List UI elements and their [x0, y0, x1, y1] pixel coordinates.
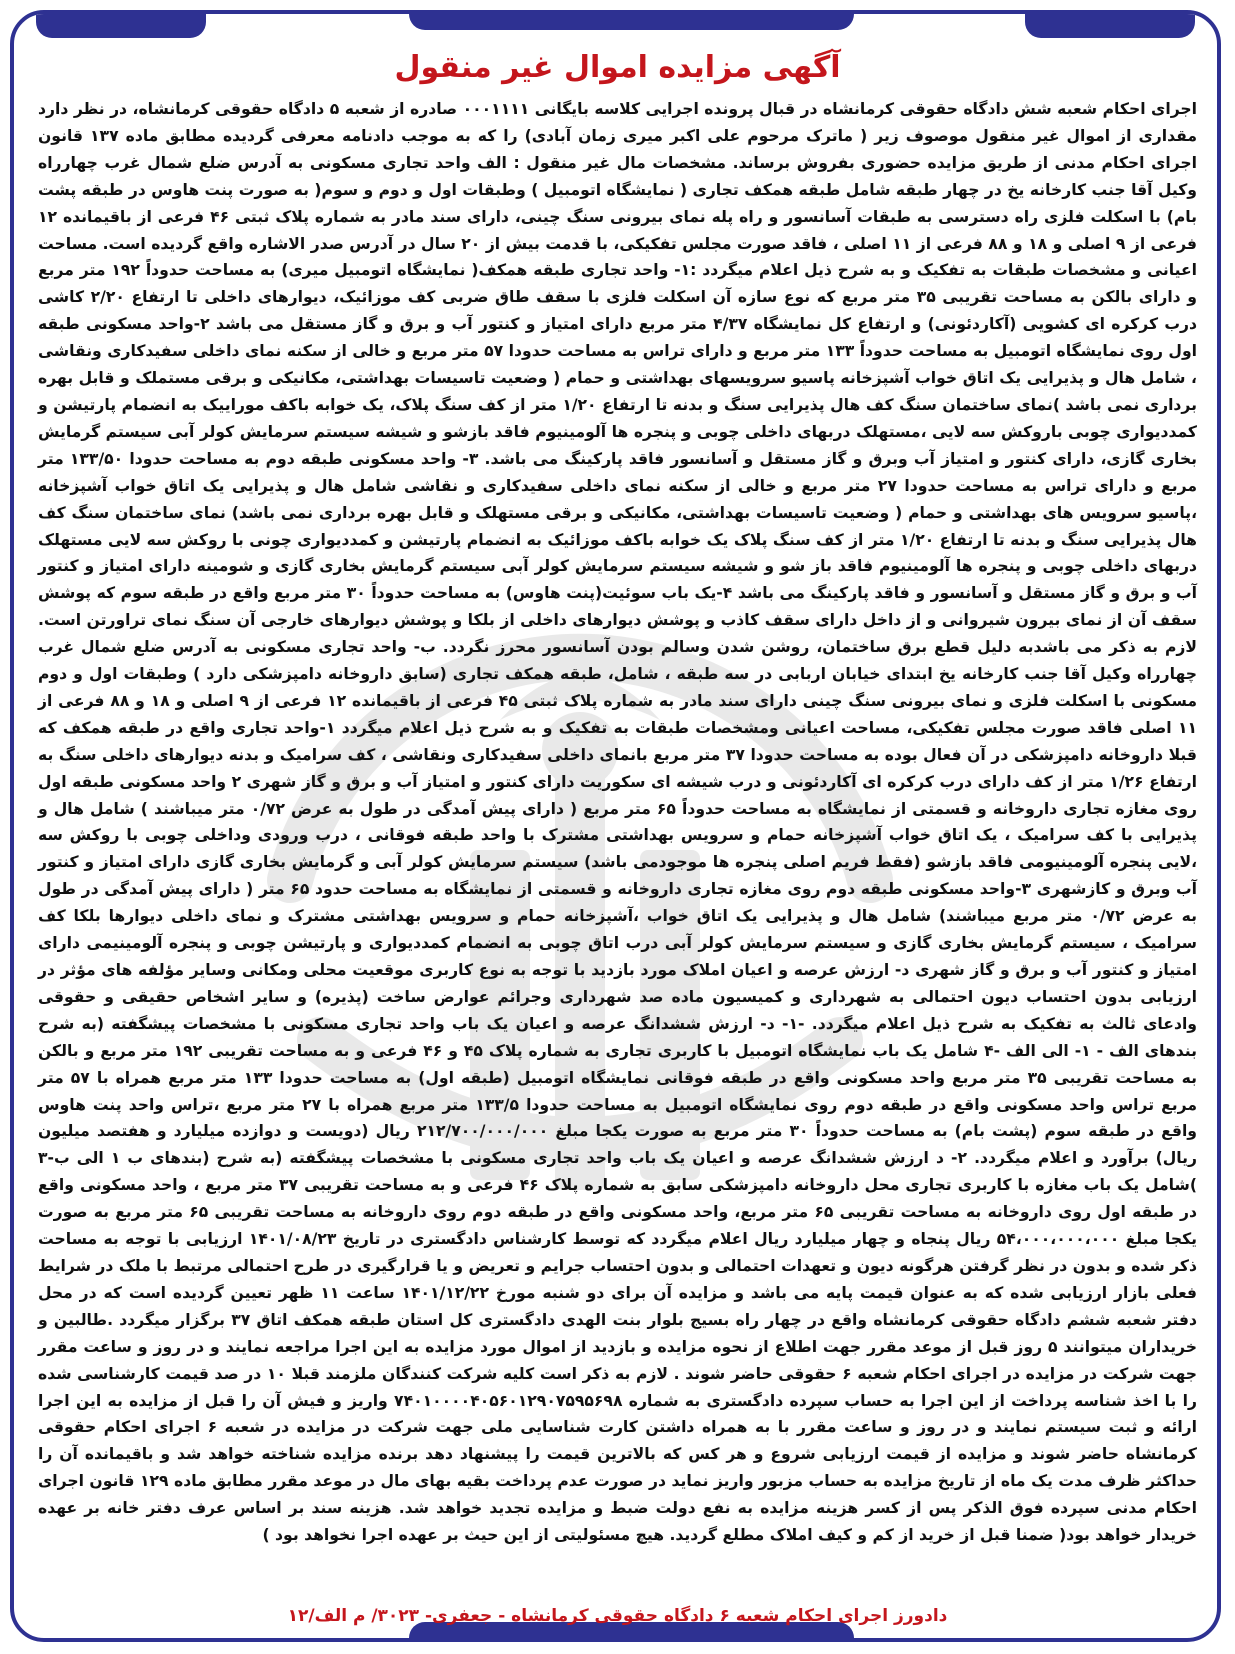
frame-right-tab — [1025, 14, 1195, 38]
frame-top-tab — [409, 14, 854, 30]
notice-body-paragraph: اجرای احکام شعبه شش دادگاه حقوقی کرمانشاه در قبال پرونده اجرایی کلاسه بایگانی ۰۰۰۱۱۱۱ صادره از شعبه ۵ دادگاه حقوقی کرمانشاه، در نظر دارد مقداری از اموال غیر منقول موصوف زیر ( ماترک مرحوم علی اکبر میری زمان آبادی) را که به موجب دادنامه معرفی گردیده مطابق ماده ۱۳۷ قانون اجرای احکام مدنی از طریق مزایده حضوری بفروش برساند. مشخصات مال غیر منقول : الف واحد تجاری مسکونی به آدرس ضلع شمال غرب چهارراه وکیل آقا جنب کارخانه یخ در چهار طبقه شامل طبقه همکف تجاری ( نمایشگاه اتومبیل ) وطبقات اول و دوم و سوم( به صورت پنت هاوس در طبقه پشت بام) با اسکلت فلزی راه دسترسی به طبقات آسانسور و راه پله نمای بیرونی سنگ چینی، دارای سند مادر به شماره پلاک ثبتی ۴۶ فرعی از باقیمانده ۱۲ فرعی از ۹ اصلی و ۱۸ و ۸۸ فرعی از ۱۱ اصلی ، فاقد صورت مجلس تفکیکی، با قدمت بیش از ۲۰ سال در آدرس صدر الاشاره واقع گردیده است. مساحت اعیانی و مشخصات طبقات به تفکیک و به شرح ذیل اعلام میگردد :۱- واحد تجاری طبقه همکف( نمایشگاه اتومبیل میری) به مساحت حدوداً ۱۹۲ متر مربع و دارای بالکن به مساحت تقریبی ۳۵ متر مربع که نوع سازه آن اسکلت فلزی با سقف طاق ضربی کف موزائیک، دیوارهای داخلی تا ارتفاع ۲/۲۰ کاشی درب کرکره ای کشویی (آکاردئونی) و ارتفاع کل نمایشگاه ۴/۳۷ متر مربع دارای امتیاز و کنتور آب و برق و گاز مستقل می باشد ۲-واحد مسکونی طبقه اول روی نمایشگاه اتومبیل به مساحت حدوداً ۱۳۳ متر مربع و دارای تراس به مساحت حدودا ۵۷ متر مربع و خالی از سکنه نمای داخلی سفیدکاری ونقاشی ، شامل هال و پذیرایی یک اتاق خواب آشپزخانه پاسیو سرویسهای بهداشتی و حمام ( وضعیت تاسیسات بهداشتی، مکانیکی و برقی مستملک و قابل بهره برداری نمی باشد )نمای ساختمان سنگ کف هال پذیرایی سنگ و بدنه تا ارتفاع ۱/۲۰ متر از کف سنگ پلاک، یک خوابه باکف موراییک به انضمام پارتیشن و کمددیواری چوبی باروکش سه لایی ،مستهلک دربهای داخلی چوبی و پنجره ها آلومینیوم فاقد بازشو و شیشه سیستم سرمایش کولر آبی سیستم گرمایش بخاری گازی، دارای کنتور و امتیاز آب وبرق و گاز مستقل و آسانسور فاقد پارکینگ می باشد. ۳- واحد مسکونی طبقه دوم به مساحت حدودا ۱۳۳/۵۰ متر مربع و دارای تراس به مساحت حدودا ۲۷ متر مربع و خالی از سکنه نمای داخلی سفیدکاری و نقاشی شامل هال و پذیرایی یک اتاق خواب آشپزخانه ،پاسیو سرویس های بهداشتی و حمام ( وضعیت تاسیسات بهداشتی، مکانیکی و برقی مستهلک و قابل بهره برداری نمی باشد) نمای ساختمان سنگ کف هال پذیرایی سنگ و بدنه تا ارتفاع ۱/۲۰ متر از کف سنگ پلاک یک خوابه باکف موزائیک به انضمام پارتیشن و کمددیواری چونی با روکش سه لایی مستهلک دربهای داخلی چوبی و پنجره ها آلومینیوم فاقد باز شو و شیشه سیستم سرمایش کولر آبی سیستم گرمایش بخاری گازی و شومینه دارای امتیاز و کنتور آب و برق و گاز مستقل و آسانسور و فاقد پارکینگ می باشد ۴-یک باب سوئیت(پنت هاوس) به مساحت حدوداً ۳۰ متر مربع واقع در طبقه سوم که پوشش سقف آن از نمای بیرون شیروانی و از داخل دارای سقف کاذب و پوشش دیوارهای داخلی از بلکا و پوشش دیوارهای خارجی آن سنگ نمای تراورتن است. لازم به ذکر می باشدبه دلیل قطع برق ساختمان، روشن شدن وسالم بودن آسانسور محرز نگردد. ب- واحد تجاری مسکونی به آدرس ضلع شمال غرب چهارراه وکیل آقا جنب کارخانه یخ ابتدای خیابان اربابی در سه طبقه ، شامل، طبقه همکف تجاری (سابق داروخانه دامپزشکی دارد ) وطبقات اول و دوم مسکونی با اسکلت فلزی و نمای بیرونی سنگ چینی دارای سند مادر به شماره پلاک ثبتی ۴۵ فرعی از باقیمانده ۱۲ فرعی از ۹ اصلی و ۱۸ و ۸۸ فرعی از ۱۱ اصلی فاقد صورت مجلس تفکیکی، مساحت اعیانی ومشخصات طبقات به تفکیک و به شرح ذیل اعلام میگردد ۱-واحد تجاری واقع در طبقه همکف که قبلا داروخانه دامپزشکی در آن فعال بوده به مساحت حدودا ۳۷ متر مربع بانمای داخلی سفیدکاری ونقاشی ، کف سرامیک و بدنه دیوارهای داخلی سنگ به ارتفاع ۱/۲۶ متر از کف دارای درب کرکره ای آکاردئونی و درب شیشه ای سکوریت دارای کنتور و امتیاز آب و برق و گاز شهری ۲ واحد مسکونی طبقه اول روی مغازه تجاری داروخانه و قسمتی از نمایشگاه به مساحت حدوداً ۶۵ متر مربع ( دارای پیش آمدگی در طول به عرض ۰/۷۲ متر میباشند ) شامل هال و پذیرایی با کف سرامیک ، یک اتاق خواب آشپزخانه حمام و سرویس بهداشتی مشترک با واحد طبقه فوقانی ، درب ورودی وداخلی چوبی با روکش سه ،لایی پنجره آلومینیومی فاقد بازشو (فقط فریم اصلی پنجره ها موجودمی باشد) سیستم سرمایش کولر آبی و گرمایش بخاری گازی دارای امتیاز و کنتور آب وبرق و کازشهری ۳-واحد مسکونی طبقه دوم روی مغازه تجاری داروخانه و قسمتی از نمایشگاه به مساحت حدود ۶۵ متر ( دارای پیش آمدگی در طول به عرض ۰/۷۲ متر مربع میباشند) شامل هال و پذیرایی یک اتاق خواب ،آشپزخانه حمام و سرویس بهداشتی مشترک و نمای داخلی دیوارها بلکا کف سرامیک ، سیستم گرمایش بخاری گازی و سیستم سرمایش کولر آبی درب اتاق چوبی به انضمام کمددیواری و پارتیشن چوبی و پنجره آلومینیمی دارای امتیاز و کنتور آب و برق و گاز شهری د- ارزش عرصه و اعیان املاک مورد بازدید با توجه به نوع کاربری موقعیت محلی ومکانی وسایر مؤلفه های مؤثر در ارزیابی بدون احتساب دیون احتمالی به شهرداری و کمیسیون ماده صد شهرداری وجرائم عوارض ساخت (پذیره) و سایر اشخاص حقیقی و حقوقی وادعای ثالث به تفکیک به شرح ذیل اعلام میگردد. -۱- د- ارزش ششدانگ عرصه و اعیان یک باب واحد تجاری مسکونی با مشخصات پیشگفته (به شرح بندهای الف - ۱- الی الف -۴ شامل یک باب نمایشگاه اتومبیل با کاربری تجاری به شماره پلاک ۴۵ و ۴۶ فرعی و به مساحت تقریبی ۱۹۲ متر مربع و بالکن به مساحت تقریبی ۳۵ متر مربع واحد مسکونی واقع در طبقه فوقانی نمایشگاه اتومبیل (طبقه اول) به مساحت حدودا ۱۳۳ متر مربع همراه با ۵۷ متر مربع تراس واحد مسکونی واقع در طبقه دوم روی نمایشگاه اتومبیل به مساحت حدودا ۱۳۳/۵ متر مربع همراه با ۲۷ متر مربع ،تراس واحد پنت هاوس واقع در طبقه سوم (پشت بام) به مساحت حدوداً ۳۰ متر مربع به صورت یکجا مبلغ ۲۱۲/۷۰۰/۰۰۰/۰۰۰ ریال (دویست و دوازده میلیارد و هفتصد میلیون ریال) برآورد و اعلام میگردد. ۲- د ارزش ششدانگ عرصه و اعیان یک باب واحد تجاری مسکونی با مشخصات پیشگفته (به شرح (بندهای ب ۱ الی ب-۳ )شامل یک باب مغازه با کاربری تجاری محل داروخانه دامپزشکی سابق به شماره پلاک ۴۶ فرعی و به مساحت تقریبی ۳۷ متر مربع ، واحد مسکونی واقع در طبقه اول روی داروخانه به مساحت تقریبی ۶۵ متر مربع، واحد مسکونی واقع در طبقه دوم روی داروخانه به مساحت تقریبی ۶۵ متر مربع به صورت یکجا مبلغ ۵۴،۰۰۰،۰۰۰،۰۰۰ ریال پنجاه و چهار میلیارد ریال اعلام میگردد که توسط کارشناس دادگستری در تاریخ ۱۴۰۱/۰۸/۲۳ ارزیابی با توجه به مساحت ذکر شده و بدون در نظر گرفتن هرگونه دیون و تعهدات احتمالی و بدون احتساب جرایم و تعریض و یا قرارگیری در طرح احتمالی مرتبط با ملک در شرایط فعلی بازار ارزیابی شده که به عنوان قیمت پایه می باشد و مزایده آن برای دو شنبه مورخ ۱۴۰۱/۱۲/۲۲ ساعت ۱۱ ظهر تعیین گردیده است که در محل دفتر شعبه ششم دادگاه حقوقی کرمانشاه واقع در چهار راه بسیج بلوار بنت الهدی دادگستری کل استان طبقه همکف اتاق ۳۷ برگزار میگردد .طالبین و خریداران میتوانند ۵ روز قبل از موعد مقرر جهت اطلاع از نحوه مزایده و بازدید از اموال مورد مزایده به این اجرا مراجعه نمایند و در روز و ساعت مقرر جهت شرکت در مزایده در اجرای احکام شعبه ۶ حقوقی حاضر شوند . لازم به ذکر است کلیه شرکت کنندگان ملزمند قبلا ۱۰ در صد قیمت کارشناسی شده را با اخذ شناسه پرداخت از این اجرا به حساب سپرده دادگستری به شماره ۷۴۰۱۰۰۰۰۴۰۵۶۰۱۲۹۰۷۵۹۵۶۹۸ واریز و فیش آن را قبل از مزایده به این اجرا ارائه و ثبت سیستم نمایند و در روز و ساعت مقرر با به همراه داشتن کارت شناسایی ملی جهت شرکت در مزایده در شعبه ۶ اجرای احکام حقوقی کرمانشاه حاضر شوند و مزایده از قیمت ارزیابی شروع و هر کس که بالاترین قیمت را پیشنهاد دهد برنده مزایده شناخته خواهد شد و باقیمانده آن را حداکثر ظرف مدت یک ماه از تاریخ مزایده به حساب مزبور واریز نماید در صورت عدم پرداخت بقیه بهای مال در موعد مقرر مطابق ماده ۱۲۹ قانون اجرای احکام مدنی سپرده فوق الذکر پس از کسر هزینه مزایده به نفع دولت ضبط و مزایده تجدید خواهد شد. هزینه سند بر اساس عرف دفتر خانه بر عهده خریدار خواهد بود( ضمنا قبل از خرید از کم و کیف املاک مطلع گردید. هیچ مسئولیتی از این حیث بر عهده اجرا نخواهد بود ) — [38, 100, 1198, 1545]
notice-title: آگهی مزایده اموال غیر منقول — [394, 50, 841, 85]
notice-body — [38, 96, 1197, 1549]
frame-left-tab — [36, 14, 206, 38]
notice-signature: دادورز اجرای احکام شعبه ۶ دادگاه حقوقی کرمانشاه - جعفری- ۳۰۲۳/ م الف/۱۲ — [287, 1606, 948, 1626]
